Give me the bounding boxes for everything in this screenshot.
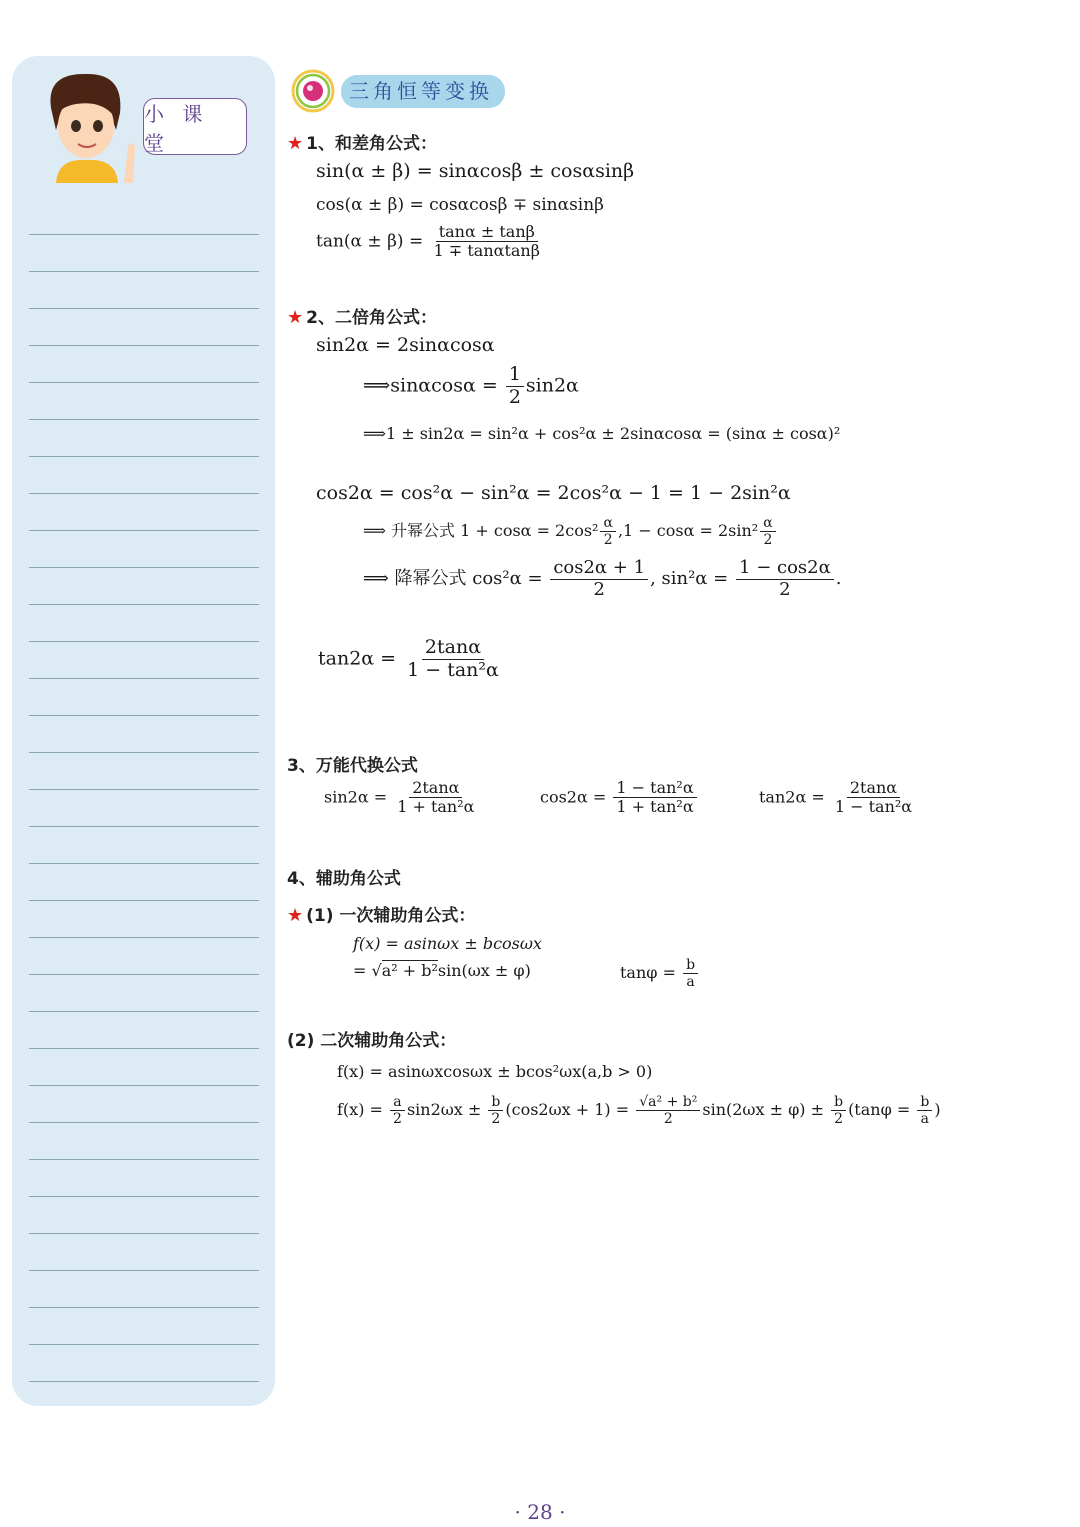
note-line: [29, 1233, 259, 1234]
note-line: [29, 863, 259, 864]
formula-aux1-line1: f(x) = asinωx ± bcosωx: [353, 934, 542, 953]
note-line: [29, 308, 259, 309]
formula-universal-sin: sin2α = $\frac{2\tan\alpha}{\text{1 + tan²α}}$: [324, 778, 475, 817]
section-3-heading: 3、万能代换公式: [287, 756, 418, 776]
formula-aux1-line2: = √a² + b²sin(ωx ± φ): [353, 961, 531, 980]
page-number: · 28 ·: [514, 1500, 566, 1524]
section-1-heading: ★ 1、和差角公式：: [287, 133, 437, 154]
formula-tan-sum: tan(α ± β) = $\frac{\tan\alpha \pm \tan\beta}{1 \mp \tan\alpha\tan\beta}$: [316, 222, 540, 261]
note-line: [29, 678, 259, 679]
note-line: [29, 382, 259, 383]
star-icon: ★: [287, 905, 304, 926]
note-line: [29, 826, 259, 827]
formula-cos-sum: cos(α ± β) = cosαcosβ ∓ sinαsinβ: [316, 195, 605, 215]
formula-sin2-derivation-2: ⟹1 ± sin2α = sin²α + cos²α ± 2sinαcosα = (sinα ± cosα)²: [363, 424, 841, 443]
note-line: [29, 419, 259, 420]
main-content: [285, 0, 1065, 1527]
note-line: [29, 789, 259, 790]
note-line: [29, 937, 259, 938]
note-line: [29, 234, 259, 235]
formula-lower-power: ⟹ 降幂公式 cos²α = $\frac{\cos 2\alpha + 1}{2}$ , sin²α = $\frac{1 - \cos 2\alpha}{2}$ .: [363, 557, 842, 600]
teacher-girl-illustration: [36, 68, 146, 183]
course-badge: 小 课 堂: [143, 98, 247, 155]
subsection-1-heading: ★ (1) 一次辅助角公式：: [287, 905, 476, 926]
note-line: [29, 1122, 259, 1123]
note-line: [29, 1159, 259, 1160]
section-2-heading: ★ 2、二倍角公式：: [287, 307, 437, 328]
formula-tan2: tan2α = $\frac{2\tan\alpha}{\text{1 − tan²α}}$: [318, 636, 499, 681]
note-line: [29, 715, 259, 716]
subsection-2-heading: (2) 二次辅助角公式：: [287, 1031, 457, 1051]
formula-sin2: sin2α = 2sinαcosα: [316, 334, 495, 356]
note-line: [29, 1011, 259, 1012]
note-line: [29, 604, 259, 605]
note-line: [29, 493, 259, 494]
star-icon: ★: [287, 133, 304, 154]
note-line: [29, 530, 259, 531]
note-line: [29, 1381, 259, 1382]
note-line: [29, 271, 259, 272]
section-title: 三角恒等变换: [341, 75, 505, 108]
star-icon: ★: [287, 307, 304, 328]
note-line: [29, 1048, 259, 1049]
formula-aux2-line2: f(x) = $\frac{a}{2}$ sin2ωx ± $\frac{b}{2}$ (cos2ωx + 1) = $\frac{\text{√a² + b²}}{2}$ sin(2ωx ± φ) ± $\frac{b}{2}$ (tanφ = $\frac{b}{a}$ ): [337, 1094, 941, 1128]
formula-raise-power: ⟹ 升幂公式 1 + cosα = 2cos² $\frac{\alpha}{2}$ ,1 − cosα = 2sin² $\frac{\alpha}{2}$: [363, 515, 778, 548]
bullet-ball-icon: [291, 69, 335, 113]
notes-sidebar: [12, 56, 275, 1406]
formula-sin2-derivation-1: ⟹sinαcosα = $\frac{1}{2}$ sin2α: [363, 363, 579, 408]
note-line: [29, 456, 259, 457]
section-4-heading: 4、辅助角公式: [287, 869, 401, 889]
formula-aux2-line1: f(x) = asinωxcosωx ± bcos²ωx(a,b > 0): [337, 1062, 653, 1081]
note-line: [29, 900, 259, 901]
note-line: [29, 641, 259, 642]
formula-universal-cos: cos2α = $\frac{\text{1 − tan²α}}{\text{1 + tan²α}}$: [540, 779, 699, 817]
note-line: [29, 1307, 259, 1308]
note-line: [29, 567, 259, 568]
formula-universal-tan: tan2α = $\frac{2\tan\alpha}{\text{1 − tan²α}}$: [759, 778, 913, 817]
formula-cos2: cos2α = cos²α − sin²α = 2cos²α − 1 = 1 − 2sin²α: [316, 482, 791, 504]
note-line: [29, 1085, 259, 1086]
note-line: [29, 752, 259, 753]
formula-aux1-tan: tanφ = $\frac{b}{a}$: [620, 957, 700, 990]
note-line: [29, 1196, 259, 1197]
note-line: [29, 1344, 259, 1345]
formula-sin-sum: sin(α ± β) = sinαcosβ ± cosαsinβ: [316, 160, 635, 182]
note-line: [29, 974, 259, 975]
note-line: [29, 1270, 259, 1271]
note-line: [29, 345, 259, 346]
